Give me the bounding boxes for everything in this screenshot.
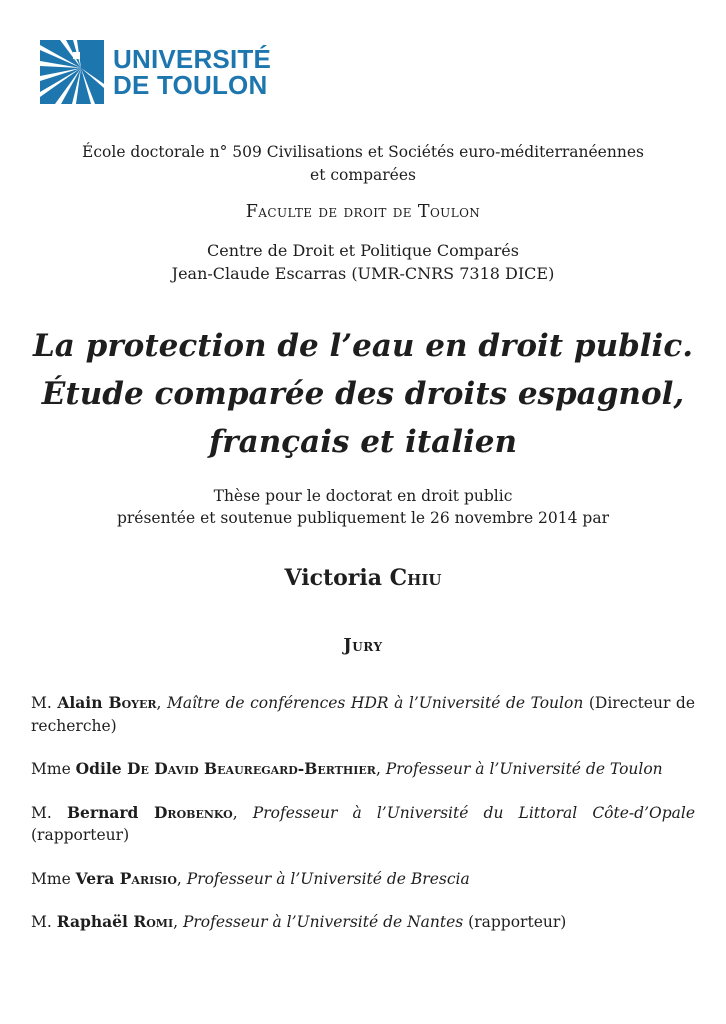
member-note: (rapporteur) [31,826,130,844]
author-last-name: Chiu [389,565,442,591]
member-first-name: Raphaël [56,912,134,931]
jury-member [31,758,695,781]
member-first-name: Alain [57,693,109,712]
doctoral-school-line1: École doctorale n° 509 Civilisations et Sociétés euro-méditerranéennes [82,143,644,161]
jury-member [31,868,695,891]
member-last-name: Parisio [119,868,177,888]
member-note: (rapporteur) [463,913,567,931]
member-last-name: Boyer [108,693,157,712]
doctoral-school-line2: et comparées [310,166,416,184]
member-civility: Mme [31,869,76,888]
research-centre-line1: Centre de Droit et Politique Comparés [207,241,519,260]
member-civility: M. [31,913,57,931]
university-logo [40,40,695,104]
member-last-name: Drobenko [153,802,233,822]
jury-heading: Jury [343,636,383,656]
jury-member [31,911,695,934]
member-first-name: Vera [75,868,120,888]
research-centre-line2: Jean-Claude Escarras (UMR-CNRS 7318 DICE) [171,264,555,283]
author-name [31,565,695,591]
defense-statement-line1: Thèse pour le doctorat en droit public [213,487,513,505]
member-role: Professeur à l’Université de Brescia [186,869,470,888]
defense-statement [31,485,695,529]
member-role: Maître de conférences HDR à l’Université de Toulon [167,694,584,712]
jury-member [31,692,695,737]
member-last-name: Romi [133,912,174,931]
member-first-name: Bernard [66,802,154,822]
logo-line-de-toulon: DE TOULON [113,70,268,100]
member-separator: , [173,913,183,931]
member-role: Professeur à l’Université de Toulon [385,760,663,778]
research-centre [31,239,695,285]
member-civility: M. [31,694,58,712]
defense-statement-line2: présentée et soutenue publiquement le 26 novembre 2014 par [116,509,610,527]
university-logo-text [113,46,271,98]
jury-list [31,692,695,934]
starburst-icon [40,40,104,104]
member-separator: , [232,803,253,822]
doctoral-school [31,141,695,187]
member-civility: M. [31,803,67,822]
member-separator: , [156,694,168,712]
member-role: Professeur à l’Université du Littoral Côte-d’Opale [252,803,696,822]
member-role: Professeur à l’Université de Nantes [182,913,464,931]
member-separator: , [176,869,187,888]
member-separator: , [375,760,386,778]
member-last-name: De David Beauregard-Berthier [127,759,376,778]
thesis-title-line3: français et italien [208,424,518,460]
thesis-title [31,322,695,466]
thesis-title-line2: Étude comparée des droits espagnol, [41,376,685,412]
member-first-name: Odile [75,759,128,778]
author-first-name: Victoria [284,565,390,591]
jury-member [31,802,695,847]
faculty-name: Faculte de droit de Toulon [245,202,481,222]
thesis-title-line1: La protection de l’eau en droit public. [32,328,694,364]
logo-line-universite: UNIVERSITÉ [113,44,272,74]
member-note: (Directeur de recherche) [31,694,696,735]
member-civility: Mme [31,760,76,778]
